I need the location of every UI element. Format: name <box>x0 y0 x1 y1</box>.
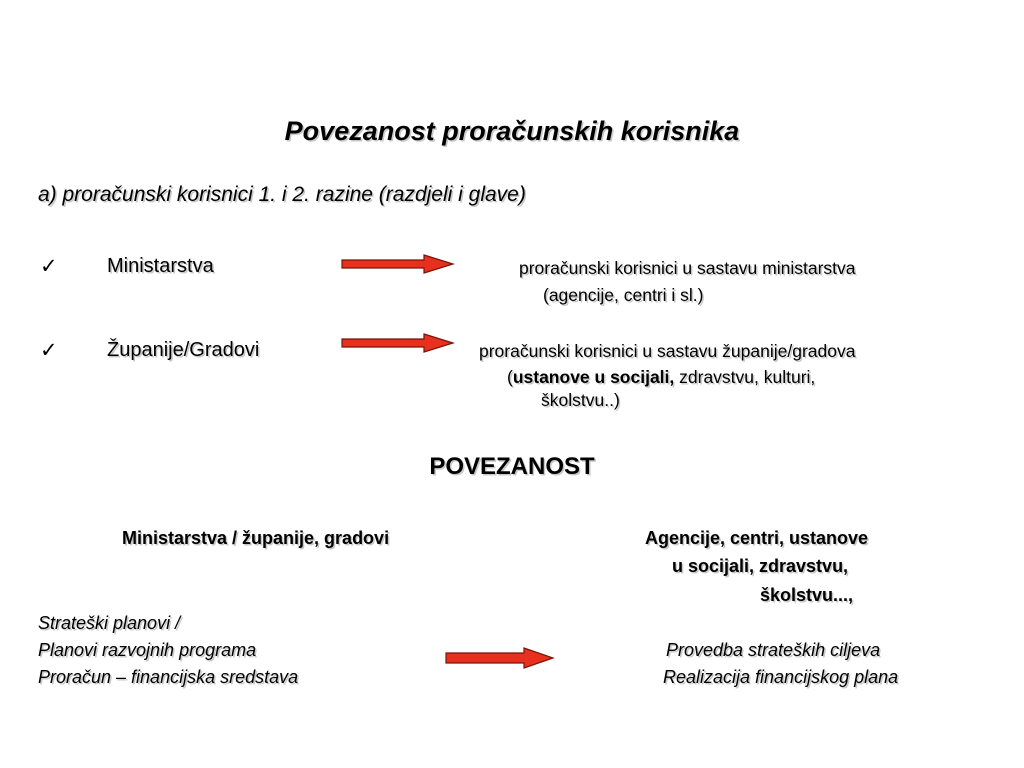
row-label-zupanije: Županije/Gradovi <box>107 339 260 361</box>
row-target-zupanije-examples <box>507 367 815 388</box>
right-line-realizacija: Realizacija financijskog plana <box>663 667 899 687</box>
arrow-right-icon <box>340 333 456 353</box>
rest-phrase: zdravstvu, kulturi, <box>674 367 816 387</box>
slide-subtitle: a) proračunski korisnici 1. i 2. razine (razdjeli i glave) <box>38 183 526 206</box>
row-target-ministarstva-examples: (agencije, centri i sl.) <box>543 285 704 305</box>
checkmark-icon: ✓ <box>40 255 58 278</box>
right-column-heading-line3: školstvu..., <box>760 585 854 605</box>
right-column-heading-line2: u socijali, zdravstvu, <box>672 556 849 576</box>
section-heading: POVEZANOST <box>429 453 595 480</box>
arrow-right-icon <box>444 647 556 669</box>
left-column-heading: Ministarstva / županije, gradovi <box>122 528 390 548</box>
right-line-provedba: Provedba strateških ciljeva <box>666 640 881 660</box>
checkmark-icon: ✓ <box>40 339 58 362</box>
row-target-zupanije-continued: školstvu..) <box>541 390 620 410</box>
bold-phrase: ustanove u socijali, <box>512 367 675 387</box>
slide-title: Povezanost proračunskih korisnika <box>284 116 740 146</box>
row-target-ministarstva: proračunski korisnici u sastavu ministarstva <box>519 258 856 278</box>
row-label-ministarstva: Ministarstva <box>107 255 214 277</box>
left-line-strateski: Strateški planovi / <box>38 613 181 633</box>
row-target-zupanije: proračunski korisnici u sastavu županije/gradova <box>479 341 856 361</box>
right-column-heading-line1: Agencije, centri, ustanove <box>645 528 869 548</box>
arrow-right-icon <box>340 254 456 274</box>
left-line-planovi: Planovi razvojnih programa <box>38 640 257 660</box>
left-line-proracun: Proračun – financijska sredstava <box>38 667 299 687</box>
paren-open: ( <box>507 367 513 387</box>
